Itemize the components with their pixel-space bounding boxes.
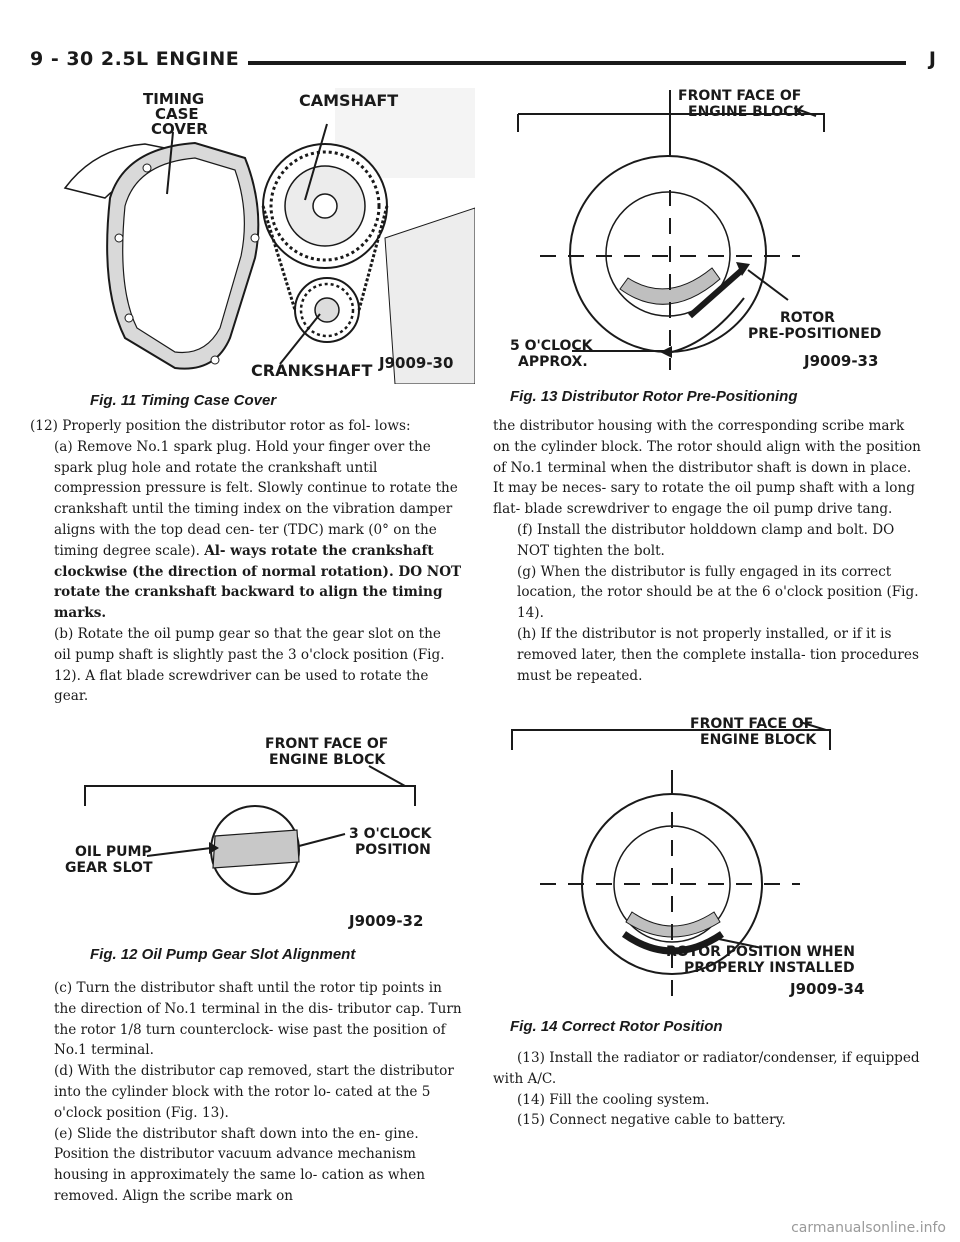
- fig11-illustration: [55, 88, 475, 384]
- step-12h: (h) If the distributor is not properly installed, or if it is removed later, then the complete installa- tion procedures must be repeated.: [517, 625, 919, 684]
- fig12-caption: Fig. 12 Oil Pump Gear Slot Alignment: [90, 946, 356, 963]
- fig13-label-clock-2: APPROX.: [518, 354, 588, 370]
- fig11-code: J9009-30: [379, 354, 454, 372]
- step-14: (14) Fill the cooling system.: [517, 1091, 710, 1108]
- left-column-bottom: [30, 978, 462, 1207]
- page-number: 9 - 30 2.5L ENGINE: [30, 48, 240, 70]
- step-12a: [30, 437, 462, 624]
- section-letter: J: [928, 48, 936, 70]
- step-12a-warning: Al- ways rotate the crankshaft clockwise (the direction of normal rotation). DO NOT rotate the crankshaft backward to align the timing marks.: [54, 542, 462, 622]
- fig12-label-slot-2: GEAR SLOT: [65, 860, 153, 876]
- right-column-bottom: [493, 1048, 925, 1131]
- fig11-caption: Fig. 11 Timing Case Cover: [90, 392, 277, 409]
- fig11-label-timing-1: TIMING: [143, 90, 205, 108]
- step-12a-text: (a) Remove No.1 spark plug. Hold your finger over the spark plug hole and rotate the crankshaft until compression pressure is felt. Slowly continue to rotate the crankshaft until the timing index on the vibration damper aligns with the top dead cen- ter (TDC) mark (0° on the timing degree scale).: [54, 438, 458, 559]
- right-column-top: [493, 416, 925, 686]
- fig11-label-camshaft: CAMSHAFT: [299, 91, 399, 110]
- fig14-label-rotor-2: PROPERLY INSTALLED: [684, 960, 855, 976]
- fig13-code: J9009-33: [804, 352, 879, 370]
- fig13-label-rotor-1: ROTOR: [780, 310, 835, 326]
- step-12g: (g) When the distributor is fully engaged in its correct location, the rotor should be at the 6 o'clock position (Fig. 14).: [517, 563, 919, 622]
- page-header: [30, 48, 942, 76]
- fig11-label-timing-2: CASE: [155, 105, 199, 123]
- step-12c: (c) Turn the distributor shaft until the rotor tip points in the direction of No.1 terminal in the dis- tributor cap. Turn the rotor 1/8 turn counterclock- wise past the position of No.1 terminal.: [54, 980, 462, 1059]
- fig12-label-pos-1: 3 O'CLOCK: [349, 826, 432, 842]
- step-12e: (e) Slide the distributor shaft down into the en- gine. Position the distributor vacuum advance mechanism housing in approximately the same lo- cation as when removed. Align the scribe mark on: [54, 1125, 426, 1204]
- fig12-label-pos-2: POSITION: [355, 842, 431, 858]
- step-12f: (f) Install the distributor holddown clamp and bolt. DO NOT tighten the bolt.: [517, 521, 895, 559]
- step-12: (12) Properly position the distributor rotor as fol- lows:: [30, 418, 411, 434]
- fig12-label-front-1: FRONT FACE OF: [265, 736, 389, 752]
- fig13-label-rotor-2: PRE-POSITIONED: [748, 326, 882, 342]
- fig11-label-crankshaft: CRANKSHAFT: [251, 361, 373, 380]
- step-12e-continued: the distributor housing with the corresponding scribe mark on the cylinder block. The rotor should align with the position of No.1 terminal when the distributor shaft is down in place. It may be neces- sary to rotate the oil pump shaft with a long flat- blade screwdriver to engage the oil pump drive tang.: [493, 418, 921, 518]
- step-15: (15) Connect negative cable to battery.: [517, 1112, 786, 1129]
- fig13-caption: Fig. 13 Distributor Rotor Pre-Positioning: [510, 388, 798, 405]
- fig12-label-front-2: ENGINE BLOCK: [269, 752, 386, 768]
- fig14-illustration: [500, 712, 920, 1012]
- fig14-code: J9009-34: [790, 980, 865, 998]
- fig13-label-front-2: ENGINE BLOCK: [688, 104, 805, 120]
- fig12-label-slot-1: OIL PUMP: [75, 844, 152, 860]
- fig14-caption: Fig. 14 Correct Rotor Position: [510, 1018, 723, 1035]
- fig12-illustration: [55, 730, 475, 938]
- fig14-label-front-2: ENGINE BLOCK: [700, 732, 817, 748]
- header-rule: [248, 61, 906, 65]
- fig13-label-front-1: FRONT FACE OF: [678, 88, 802, 104]
- fig14-label-front-1: FRONT FACE OF: [690, 716, 814, 732]
- fig12-code: J9009-32: [349, 912, 424, 930]
- step-12d: (d) With the distributor cap removed, start the distributor into the cylinder block with the rotor lo- cated at the 5 o'clock position (Fig. 13).: [54, 1063, 454, 1121]
- fig13-label-clock-1: 5 O'CLOCK: [510, 338, 593, 354]
- watermark: carmanualsonline.info: [791, 1220, 946, 1236]
- fig14-label-rotor-1: ROTOR POSITION WHEN: [666, 944, 855, 960]
- step-12b: (b) Rotate the oil pump gear so that the gear slot on the oil pump shaft is slightly past the 3 o'clock position (Fig. 12). A flat blade screwdriver can be used to rotate the gear.: [54, 625, 445, 705]
- fig13-illustration: [510, 84, 930, 384]
- step-13: (13) Install the radiator or radiator/condenser, if equipped with A/C.: [493, 1050, 920, 1087]
- fig11-label-timing-3: COVER: [151, 120, 208, 138]
- left-column-top: [30, 416, 462, 707]
